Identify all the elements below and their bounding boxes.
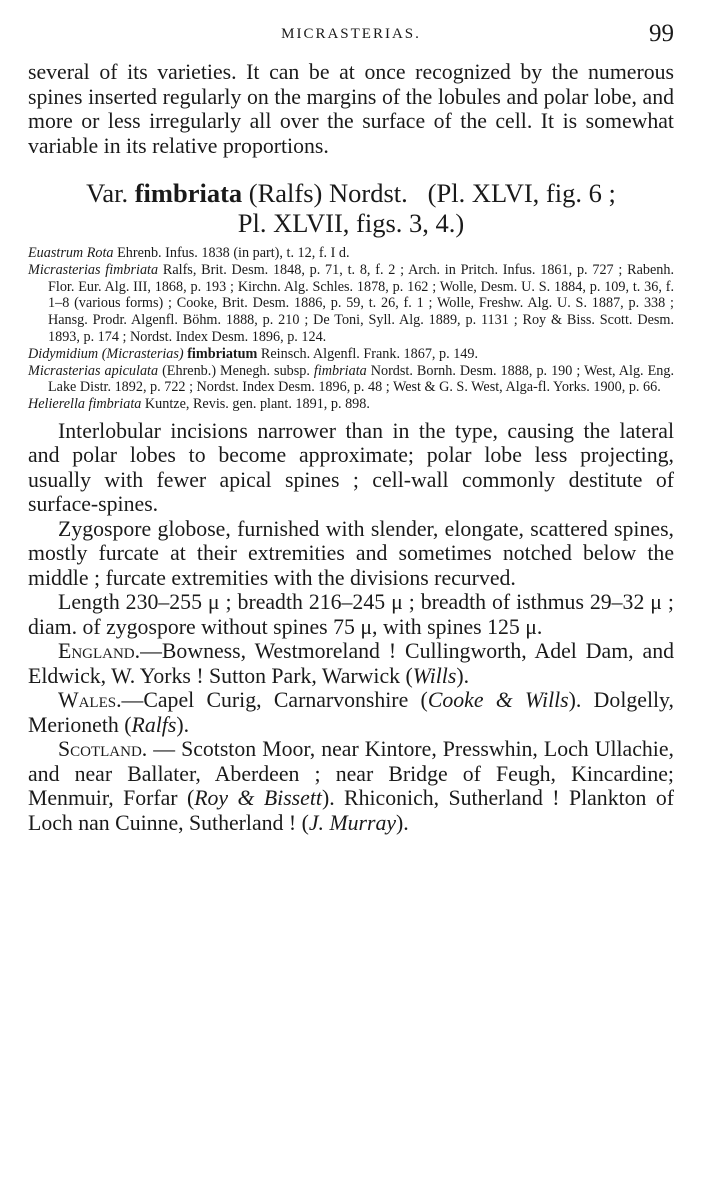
variety-prefix: Var. (86, 178, 135, 208)
collector-name: J. Murray (308, 810, 397, 835)
synonym-entry (28, 262, 674, 346)
locality-region: Scotland. (58, 737, 148, 762)
locality-text: — Scotston Moor, near Kintore, Presswhin, Loch Ullachie, and near Ballater, Aberdeen ; near Bridge of Feugh, Kincardine; Menmuir, Forfar ( (28, 737, 674, 811)
synonym-citation: Ralfs, Brit. Desm. 1848, p. 71, t. 8, f. 2 ; Arch. in Pritch. Infus. 1861, p. 727 ; Rabenh. Flor. Eur. Alg. III, 1868, p. 193 ; Kirchn. Alg. Schles. 1878, p. 162 ; Wolle, Desm. U. S. 1884, p. 109, t. 36, f. 1–8 (various forms) ; Cooke, Brit. Desm. 1886, p. 59, t. 26, f. 1 ; Wolle, Freshw. Alg. U. S. 1887, p. 338 ; Hansg. Prodr. Algenfl. Böhm. 1888, p. 210 ; De Toni, Syll. Alg. 1889, p. 1131 ; Roy & Biss. Scott. Desm. 1893, p. 174 ; Nordst. Index Desm. 1896, p. 124. (48, 261, 675, 345)
locality-wales (28, 688, 674, 737)
locality-region: England. (58, 639, 141, 664)
synonym-name: Micrasterias apiculata (28, 362, 159, 379)
synonym-citation-cont: Nordst. Bornh. Desm. 1888, p. 190 ; West, Alg. Eng. Lake Distr. 1892, p. 722 ; Nordst. Index Desm. 1896, p. 48 ; West & G. S. West, Alga-fl. Yorks. 1900, p. 66. (48, 362, 674, 396)
synonym-name: Didymidium (Micrasterias) (28, 345, 184, 362)
zygospore-paragraph: Zygospore globose, furnished with slender, elongate, scattered spines, mostly furcate at their extremities and sometimes notched below the middle ; furcate extremities with the divisions recurved. (28, 516, 674, 590)
measurements-paragraph: Length 230–255 μ ; breadth 216–245 μ ; breadth of isthmus 29–32 μ ; diam. of zygospore without spines 75 μ, with spines 125 μ. (28, 590, 674, 639)
synonym-citation: Kuntze, Revis. gen. plant. 1891, p. 898. (141, 396, 370, 413)
collector-name: Cooke & Wills (427, 688, 569, 713)
synonym-name: Micrasterias fimbriata (28, 261, 159, 278)
synonym-citation: Reinsch. Algenfl. Frank. 1867, p. 149. (257, 345, 479, 362)
synonym-entry (28, 245, 674, 262)
synonym-entry (28, 363, 674, 397)
locality-region: Wales. (58, 688, 122, 713)
locality-text: —Bowness, Westmoreland ! Cullingworth, Adel Dam, and Eldwick, W. Yorks ! Sutton Park, Warwick ( (28, 639, 674, 688)
document-page (28, 20, 674, 835)
collector-name: Roy & Bissett (194, 786, 322, 811)
variety-name: fimbriata (134, 178, 243, 208)
locality-text: ). (456, 663, 470, 688)
synonym-citation: Ehrenb. Infus. 1838 (in part), t. 12, f. I d. (113, 245, 350, 261)
page-number: 99 (649, 20, 674, 47)
collector-name: Wills (412, 663, 457, 688)
synonym-epithet: fimbriatum (183, 345, 258, 362)
synonym-name: Helierella fimbriata (28, 396, 142, 413)
locality-england (28, 639, 674, 688)
synonym-epithet: fimbriata (309, 362, 367, 379)
body-text (28, 419, 674, 836)
variety-plates-line1: (Pl. XLVI, fig. 6 ; (427, 178, 616, 208)
locality-text: ). Dolgelly, Merioneth ( (28, 688, 674, 737)
synonym-entry (28, 346, 674, 363)
variety-heading (28, 178, 674, 238)
synonym-entry (28, 396, 674, 413)
locality-text: —Capel Curig, Carnarvonshire ( (121, 688, 428, 713)
synonym-name: Euastrum Rota (28, 245, 114, 261)
running-title: MICRASTERIAS. (281, 26, 421, 42)
synonym-list (28, 245, 674, 413)
variety-plates-line2: Pl. XLVII, figs. 3, 4.) (237, 208, 465, 238)
locality-text: ). Rhiconich, Sutherland ! Plankton of Loch nan Cuinne, Sutherland ! ( (28, 786, 674, 835)
locality-scotland (28, 737, 674, 835)
variety-authority: (Ralfs) Nordst. (242, 178, 408, 208)
running-header (28, 20, 674, 54)
locality-text: ). (396, 810, 409, 835)
synonym-citation: (Ehrenb.) Menegh. subsp. (158, 362, 310, 379)
locality-text: ). (176, 712, 190, 737)
intro-paragraph: several of its varieties. It can be at once recognized by the numerous spines inserted regularly on the margins of the lobules and polar lobe, and more or less irregularly all over the surface of the cell. It is somewhat variable in its relative proportions. (28, 60, 674, 158)
description-paragraph: Interlobular incisions narrower than in the type, causing the lateral and polar lobes to become approximate; polar lobe less projecting, usually with fewer apical spines ; cell-wall commonly destitute of surface-spines. (28, 418, 674, 517)
collector-name: Ralfs (131, 712, 177, 737)
